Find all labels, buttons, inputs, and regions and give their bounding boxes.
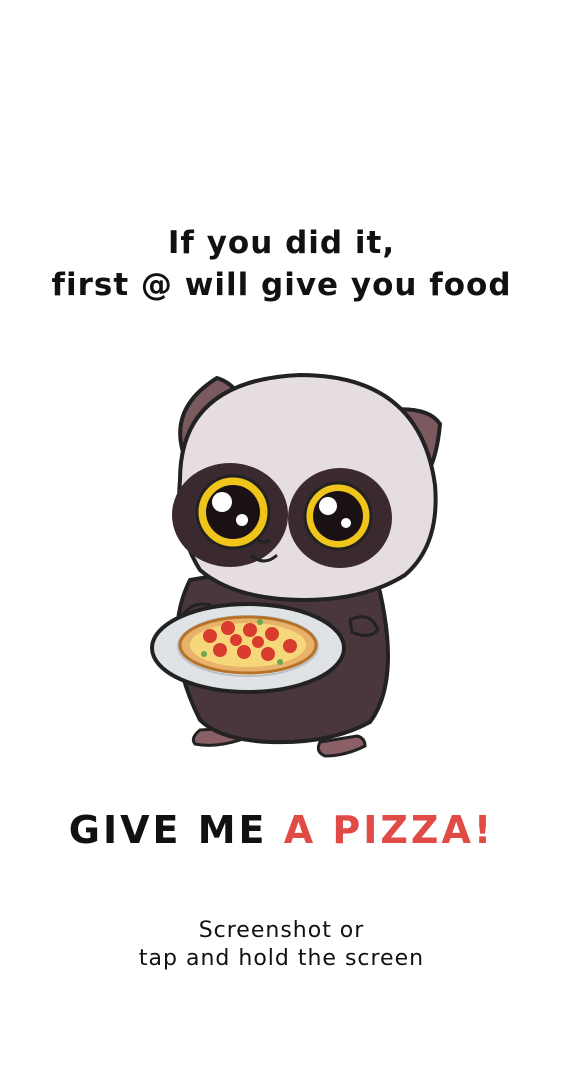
lemur-with-pizza-icon xyxy=(140,370,450,780)
cta-part-1: GIVE ME xyxy=(68,808,268,852)
instruction-line-2: tap and hold the screen xyxy=(138,946,425,971)
mascot-illustration xyxy=(140,370,450,780)
title-line-1: If you did it, xyxy=(167,225,396,261)
title-line-2: first @ will give you food xyxy=(51,267,512,303)
page-title xyxy=(0,222,563,306)
instruction-line-1: Screenshot or xyxy=(198,918,365,943)
give-pizza-title xyxy=(0,806,563,854)
cta-part-2: A PIZZA! xyxy=(283,808,495,852)
instruction-text xyxy=(0,917,563,973)
